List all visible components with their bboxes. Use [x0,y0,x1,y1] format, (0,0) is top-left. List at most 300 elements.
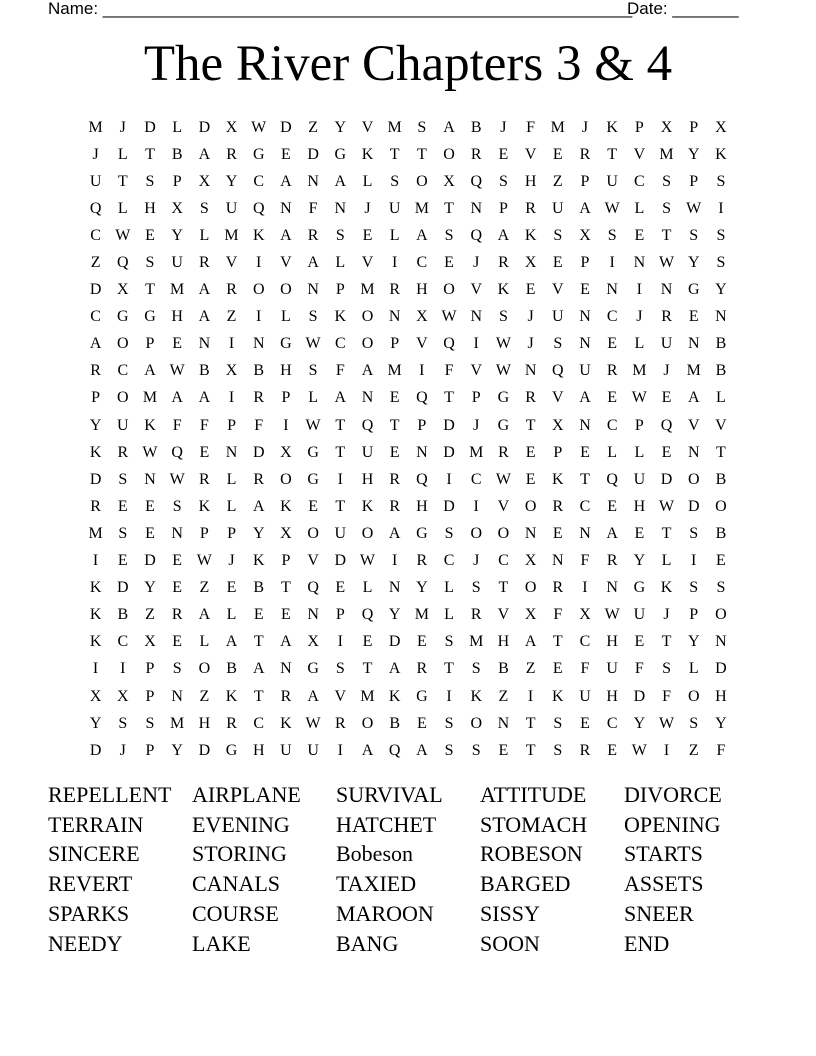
grid-letter: R [226,714,237,732]
grid-letter: A [388,660,401,678]
grid-letter: T [525,714,536,732]
grid-letter: E [416,714,427,732]
grid-letter: G [307,470,319,488]
grid-letter: R [280,687,292,705]
page-title: The River Chapters 3 & 4 [143,36,673,92]
grid-letter: X [416,308,428,326]
grid-letter: R [199,254,210,272]
grid-letter: D [117,579,129,597]
grid-letter: M [170,281,185,299]
grid-letter: T [145,281,155,299]
grid-letter: N [225,443,238,461]
grid-letter: Z [199,579,210,597]
grid-letter: U [633,470,646,488]
grid-letter: J [500,118,507,136]
grid-letter: S [716,579,726,597]
grid-letter: O [443,281,455,299]
grid-letter: J [473,254,480,272]
grid-letter: O [687,470,700,488]
grid-letter: W [686,199,702,217]
grid-letter: W [495,335,511,353]
grid-letter: L [607,443,618,461]
grid-letter: A [443,118,455,136]
grid-letter: N [552,552,564,570]
grid-letter: T [607,145,618,163]
grid-letter: S [553,714,563,732]
grid-letter: R [90,362,101,380]
grid-letter: Y [171,741,183,759]
grid-letter: S [662,172,671,190]
grid-letter: Q [470,226,482,244]
word-list-item: ATTITUDE [480,781,587,807]
grid-letter: P [580,254,590,272]
grid-letter: N [579,335,591,353]
grid-letter: Q [361,606,374,624]
grid-letter: R [498,254,509,272]
grid-letter: Z [308,118,318,136]
grid-letter: V [633,145,646,163]
grid-letter: I [391,254,398,272]
grid-letter: Q [252,199,265,217]
grid-letter: E [416,633,427,651]
grid-letter: X [660,118,673,136]
grid-letter: C [634,172,645,190]
grid-letter: G [416,524,428,542]
word-list-item: DIVORCE [624,781,722,807]
grid-letter: U [89,172,102,190]
grid-letter: E [199,443,210,461]
grid-letter: E [607,335,618,353]
grid-letter: P [471,389,481,407]
grid-letter: R [117,443,129,461]
grid-letter: R [334,714,346,732]
grid-letter: J [527,308,534,326]
grid-letter: H [171,308,183,326]
grid-letter: U [225,199,238,217]
grid-letter: N [524,524,537,542]
grid-letter: C [470,470,482,488]
grid-letter: S [689,226,699,244]
grid-letter: A [307,687,319,705]
grid-letter: B [715,524,727,542]
grid-letter: E [607,497,618,515]
grid-letter: S [145,254,155,272]
word-list-item: HATCHET [336,811,437,837]
grid-letter: R [253,389,265,407]
grid-letter: H [606,687,618,705]
grid-letter: R [226,281,237,299]
grid-letter: N [579,416,591,434]
grid-letter: I [473,335,479,353]
grid-letter: T [661,226,672,244]
grid-letter: S [444,741,454,759]
grid-letter: C [90,226,101,244]
grid-letter: P [172,172,182,190]
grid-letter: O [252,281,265,299]
grid-letter: P [145,687,155,705]
word-list-item: CANALS [192,871,281,897]
grid-letter: X [524,254,537,272]
grid-letter: E [634,633,645,651]
grid-letter: F [662,687,671,705]
grid-letter: T [253,633,264,651]
word-list-item: SNEER [624,901,694,927]
grid-letter: M [659,145,674,163]
grid-letter: R [307,226,319,244]
grid-letter: J [581,118,589,136]
grid-letter: S [553,335,563,353]
grid-letter: M [550,118,565,136]
grid-letter: S [308,308,318,326]
grid-letter: D [89,741,102,759]
grid-letter: A [497,226,510,244]
grid-letter: N [687,443,700,461]
grid-letter: Z [498,687,509,705]
grid-letter: L [444,606,454,624]
grid-letter: N [579,524,591,542]
grid-letter: P [281,552,291,570]
grid-letter: X [579,606,591,624]
grid-letter: J [663,606,670,624]
grid-letter: I [527,687,534,705]
grid-letter: R [470,145,482,163]
grid-letter: X [144,633,156,651]
grid-letter: J [527,335,534,353]
word-list-item: BARGED [480,871,571,897]
grid-letter: V [552,281,564,299]
grid-letter: R [579,741,591,759]
grid-letter: S [716,172,726,190]
grid-letter: Y [687,254,700,272]
grid-letter: V [470,362,482,380]
grid-letter: N [198,335,211,353]
grid-letter: U [579,362,591,380]
grid-letter: L [716,389,726,407]
grid-letter: E [498,741,509,759]
grid-letter: N [497,714,510,732]
grid-letter: I [419,362,425,380]
grid-letter: E [281,145,291,163]
grid-letter: S [716,226,726,244]
grid-letter: O [280,281,292,299]
grid-letter: K [660,579,673,597]
grid-letter: S [172,497,182,515]
grid-letter: W [658,254,675,272]
grid-letter: B [389,714,400,732]
grid-letter: B [117,606,129,624]
grid-letter: A [225,633,238,651]
grid-letter: S [471,741,481,759]
grid-letter: S [689,579,699,597]
grid-letter: Z [226,308,237,326]
grid-letter: K [606,118,618,136]
grid-letter: D [144,118,156,136]
grid-letter: L [634,199,645,217]
grid-letter: B [715,470,727,488]
grid-letter: S [444,524,454,542]
grid-letter: T [335,497,346,515]
grid-letter: Y [334,118,347,136]
grid-letter: E [145,226,155,244]
grid-letter: I [256,254,262,272]
grid-letter: S [498,172,508,190]
grid-letter: Z [552,172,563,190]
grid-letter: U [171,254,183,272]
grid-letter: Y [89,714,102,732]
grid-letter: H [416,281,428,299]
grid-letter: K [89,606,102,624]
grid-letter: E [552,254,563,272]
word-list-item: Bobeson [336,841,413,867]
grid-letter: S [498,308,508,326]
grid-letter: C [90,308,101,326]
grid-letter: F [254,416,264,434]
grid-letter: G [252,145,265,163]
grid-letter: R [199,470,210,488]
grid-letter: T [416,145,427,163]
grid-letter: R [90,497,101,515]
grid-letter: P [145,335,155,353]
grid-letter: L [226,606,237,624]
grid-letter: Y [687,633,700,651]
grid-letter: P [281,389,291,407]
grid-letter: E [362,633,373,651]
grid-letter: S [335,226,345,244]
grid-letter: W [169,362,185,380]
grid-letter: Q [171,443,183,461]
grid-letter: U [361,443,374,461]
word-list-item: SPARKS [48,901,130,927]
grid-letter: E [525,470,536,488]
grid-letter: W [196,552,212,570]
grid-letter: N [606,281,618,299]
grid-letter: N [416,443,428,461]
grid-letter: D [144,552,156,570]
grid-letter: X [89,687,102,705]
grid-letter: X [280,524,292,542]
grid-letter: C [117,362,129,380]
grid-letter: U [117,416,129,434]
grid-letter: P [689,118,699,136]
grid-letter: P [199,524,209,542]
grid-letter: R [389,497,400,515]
grid-letter: F [553,606,563,624]
grid-letter: E [172,579,183,597]
grid-letter: L [117,199,128,217]
grid-letter: G [225,741,238,759]
word-list-item: LAKE [192,930,251,956]
grid-letter: A [171,389,183,407]
word-list-item: TAXIED [336,871,417,897]
grid-letter: S [199,199,209,217]
grid-letter: L [335,254,346,272]
grid-letter: H [524,172,537,190]
grid-letter: C [253,172,265,190]
grid-letter: T [362,660,373,678]
grid-letter: U [579,687,591,705]
grid-letter: R [579,145,591,163]
grid-letter: V [416,335,428,353]
grid-letter: X [524,552,537,570]
grid-letter: Y [416,579,428,597]
grid-letter: N [307,606,319,624]
grid-letter: D [633,687,646,705]
grid-letter: O [361,714,374,732]
grid-letter: X [225,362,238,380]
grid-letter: S [118,470,128,488]
grid-letter: S [444,633,454,651]
grid-letter: K [524,226,537,244]
grid-letter: R [552,579,564,597]
grid-letter: P [634,118,644,136]
grid-letter: H [633,497,646,515]
grid-letter: R [389,281,400,299]
word-list-item: ROBESON [480,841,583,867]
grid-letter: N [307,172,319,190]
grid-letter: E [661,389,672,407]
grid-letter: T [661,633,672,651]
grid-letter: S [689,714,699,732]
grid-letter: P [634,416,644,434]
grid-letter: A [198,281,211,299]
grid-letter: R [525,389,536,407]
grid-letter: N [280,199,292,217]
grid-letter: E [145,497,155,515]
grid-letter: W [604,199,620,217]
grid-letter: L [172,118,183,136]
word-list-item: TERRAIN [48,811,144,837]
grid-letter: N [307,281,319,299]
grid-letter: Q [89,199,102,217]
grid-letter: I [663,741,670,759]
grid-letter: K [552,687,564,705]
grid-letter: O [470,714,482,732]
grid-letter: R [606,552,618,570]
grid-letter: M [360,281,375,299]
grid-letter: G [307,660,319,678]
grid-letter: M [360,687,375,705]
grid-letter: A [579,389,591,407]
grid-letter: V [687,416,700,434]
grid-letter: H [280,362,292,380]
grid-letter: L [634,443,645,461]
grid-letter: X [171,199,183,217]
grid-letter: I [473,497,479,515]
grid-letter: Q [552,362,564,380]
grid-letter: E [552,660,563,678]
grid-letter: I [446,470,452,488]
grid-letter: B [199,362,210,380]
grid-letter: E [145,524,155,542]
grid-letter: V [280,254,292,272]
grid-letter: L [226,497,237,515]
grid-letter: U [606,660,618,678]
grid-letter: D [443,416,455,434]
grid-letter: K [225,687,238,705]
grid-letter: B [253,362,265,380]
grid-letter: R [389,470,400,488]
grid-letter: F [444,362,454,380]
grid-letter: L [199,633,210,651]
word-list-item: ASSETS [624,871,704,897]
grid-letter: A [280,172,292,190]
grid-letter: A [144,362,156,380]
grid-letter: W [142,443,158,461]
grid-letter: O [687,687,700,705]
grid-letter: A [606,524,618,542]
grid-letter: E [634,226,645,244]
grid-letter: K [198,497,211,515]
grid-letter: K [280,497,292,515]
grid-letter: S [607,226,617,244]
grid-letter: E [552,524,563,542]
word-list-item: EVENING [192,811,290,837]
grid-letter: H [606,633,618,651]
grid-letter: Z [688,741,699,759]
grid-letter: M [469,633,484,651]
grid-letter: K [252,226,265,244]
grid-letter: R [226,145,237,163]
grid-letter: T [281,579,291,597]
grid-letter: D [89,470,102,488]
grid-letter: W [495,470,511,488]
grid-letter: J [119,741,126,759]
grid-letter: E [117,552,128,570]
grid-letter: S [417,118,427,136]
grid-letter: Y [715,714,727,732]
grid-letter: G [687,281,700,299]
grid-letter: B [253,579,265,597]
grid-letter: U [606,172,618,190]
grid-letter: E [552,145,563,163]
grid-letter: S [118,714,128,732]
grid-letter: T [716,443,726,461]
grid-letter: T [444,660,454,678]
word-list-item: REPELLENT [48,781,172,807]
grid-letter: M [88,524,103,542]
grid-letter: F [716,741,726,759]
grid-letter: N [171,524,183,542]
grid-letter: A [361,741,374,759]
grid-letter: D [89,281,102,299]
grid-letter: U [552,308,564,326]
grid-letter: A [89,335,102,353]
grid-letter: O [470,524,482,542]
grid-letter: K [388,687,401,705]
grid-letter: G [144,308,156,326]
grid-letter: W [658,497,675,515]
grid-letter: V [715,416,727,434]
grid-letter: R [171,606,183,624]
grid-letter: J [92,145,99,163]
grid-letter: T [389,145,400,163]
word-list-item: REVERT [48,871,133,897]
grid-letter: P [91,389,101,407]
grid-letter: B [171,145,183,163]
grid-letter: Y [144,579,156,597]
grid-letter: X [524,606,537,624]
grid-letter: I [92,660,99,678]
grid-letter: C [334,335,346,353]
grid-letter: V [361,118,374,136]
word-list-item: STORING [192,841,287,867]
grid-letter: O [361,524,374,542]
grid-letter: E [253,606,264,624]
grid-letter: D [198,118,211,136]
grid-letter: O [443,145,455,163]
grid-letter: G [497,416,510,434]
grid-letter: L [688,660,699,678]
